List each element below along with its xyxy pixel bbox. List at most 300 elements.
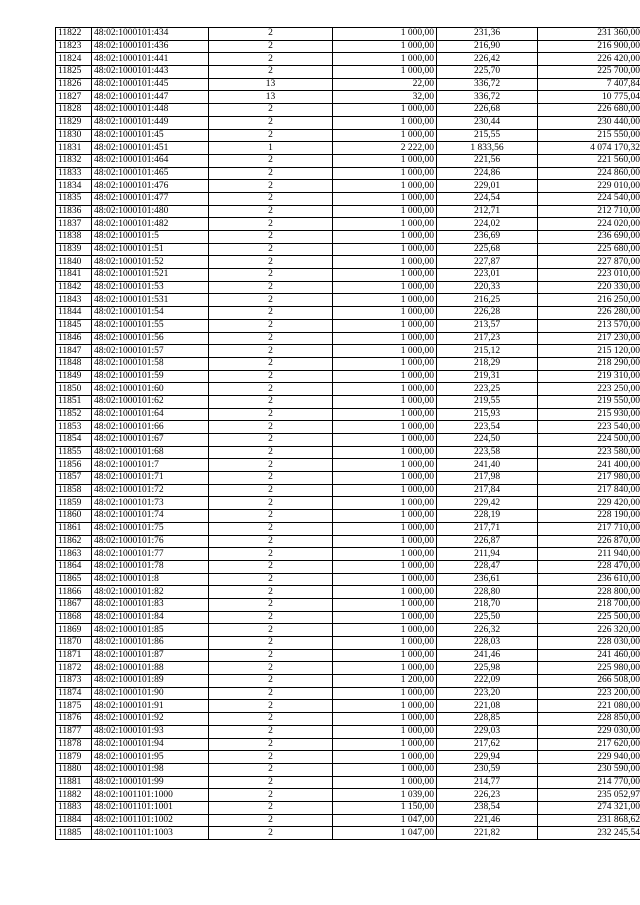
cadastral-value-cell: 223 250,00 — [538, 383, 640, 396]
group-code-cell: 2 — [209, 256, 333, 269]
cadastral-value-cell: 223 580,00 — [538, 446, 640, 459]
cadastral-value-cell: 230 440,00 — [538, 116, 640, 129]
cadastral-number-cell: 48:02:1000101:482 — [92, 218, 209, 231]
row-number-cell: 11842 — [56, 281, 92, 294]
area-value-cell: 1 000,00 — [333, 560, 437, 573]
cadastral-value-cell: 226 420,00 — [538, 53, 640, 66]
area-value-cell: 1 047,00 — [333, 814, 437, 827]
cadastral-number-cell: 48:02:1000101:54 — [92, 307, 209, 320]
group-code-cell: 2 — [209, 459, 333, 472]
area-value-cell: 1 000,00 — [333, 395, 437, 408]
area-value-cell: 1 000,00 — [333, 535, 437, 548]
table-row — [56, 535, 640, 548]
row-number-cell: 11867 — [56, 598, 92, 611]
group-code-cell: 2 — [209, 332, 333, 345]
area-value-cell: 1 000,00 — [333, 687, 437, 700]
cadastral-number-cell: 48:02:1000101:85 — [92, 624, 209, 637]
unit-value-cell: 223,20 — [437, 687, 538, 700]
cadastral-number-cell: 48:02:1000101:62 — [92, 395, 209, 408]
area-value-cell: 1 000,00 — [333, 459, 437, 472]
area-value-cell: 1 000,00 — [333, 307, 437, 320]
cadastral-number-cell: 48:02:1000101:88 — [92, 662, 209, 675]
area-value-cell: 1 000,00 — [333, 510, 437, 523]
row-number-cell: 11878 — [56, 738, 92, 751]
row-number-cell: 11839 — [56, 243, 92, 256]
row-number-cell: 11874 — [56, 687, 92, 700]
unit-value-cell: 228,19 — [437, 510, 538, 523]
group-code-cell: 2 — [209, 725, 333, 738]
group-code-cell: 2 — [209, 383, 333, 396]
cadastral-value-cell: 216 900,00 — [538, 40, 640, 53]
row-number-cell: 11871 — [56, 649, 92, 662]
cadastral-number-cell: 48:02:1000101:91 — [92, 700, 209, 713]
unit-value-cell: 241,40 — [437, 459, 538, 472]
group-code-cell: 2 — [209, 510, 333, 523]
row-number-cell: 11884 — [56, 814, 92, 827]
group-code-cell: 2 — [209, 421, 333, 434]
area-value-cell: 1 000,00 — [333, 421, 437, 434]
group-code-cell: 2 — [209, 624, 333, 637]
row-number-cell: 11848 — [56, 357, 92, 370]
table-row — [56, 205, 640, 218]
cadastral-number-cell: 48:02:1000101:68 — [92, 446, 209, 459]
cadastral-number-cell: 48:02:1000101:72 — [92, 484, 209, 497]
table-body — [56, 28, 640, 840]
unit-value-cell: 217,98 — [437, 472, 538, 485]
table-row — [56, 357, 640, 370]
group-code-cell: 2 — [209, 53, 333, 66]
unit-value-cell: 238,54 — [437, 801, 538, 814]
area-value-cell: 1 000,00 — [333, 53, 437, 66]
area-value-cell: 1 000,00 — [333, 408, 437, 421]
table-row — [56, 142, 640, 155]
cadastral-number-cell: 48:02:1000101:434 — [92, 28, 209, 41]
area-value-cell: 1 000,00 — [333, 40, 437, 53]
cadastral-value-cell: 241 460,00 — [538, 649, 640, 662]
cadastral-number-cell: 48:02:1000101:86 — [92, 637, 209, 650]
unit-value-cell: 221,08 — [437, 700, 538, 713]
cadastral-value-cell: 217 840,00 — [538, 484, 640, 497]
unit-value-cell: 223,25 — [437, 383, 538, 396]
area-value-cell: 1 000,00 — [333, 345, 437, 358]
unit-value-cell: 221,82 — [437, 827, 538, 840]
row-number-cell: 11834 — [56, 180, 92, 193]
group-code-cell: 2 — [209, 192, 333, 205]
area-value-cell: 1 000,00 — [333, 192, 437, 205]
cadastral-number-cell: 48:02:1000101:59 — [92, 370, 209, 383]
cadastral-number-cell: 48:02:1000101:51 — [92, 243, 209, 256]
row-number-cell: 11856 — [56, 459, 92, 472]
cadastral-number-cell: 48:02:1000101:92 — [92, 713, 209, 726]
unit-value-cell: 225,98 — [437, 662, 538, 675]
cadastral-number-cell: 48:02:1000101:56 — [92, 332, 209, 345]
cadastral-value-cell: 221 080,00 — [538, 700, 640, 713]
row-number-cell: 11873 — [56, 675, 92, 688]
table-row — [56, 53, 640, 66]
group-code-cell: 2 — [209, 548, 333, 561]
unit-value-cell: 226,23 — [437, 789, 538, 802]
row-number-cell: 11870 — [56, 637, 92, 650]
area-value-cell: 1 000,00 — [333, 446, 437, 459]
row-number-cell: 11851 — [56, 395, 92, 408]
cadastral-value-cell: 228 800,00 — [538, 586, 640, 599]
cadastral-number-cell: 48:02:1000101:71 — [92, 472, 209, 485]
unit-value-cell: 225,50 — [437, 611, 538, 624]
cadastral-number-cell: 48:02:1000101:465 — [92, 167, 209, 180]
cadastral-number-cell: 48:02:1000101:441 — [92, 53, 209, 66]
group-code-cell: 2 — [209, 154, 333, 167]
unit-value-cell: 229,94 — [437, 751, 538, 764]
cadastral-number-cell: 48:02:1000101:77 — [92, 548, 209, 561]
row-number-cell: 11838 — [56, 231, 92, 244]
cadastral-number-cell: 48:02:1000101:447 — [92, 91, 209, 104]
unit-value-cell: 217,23 — [437, 332, 538, 345]
row-number-cell: 11864 — [56, 560, 92, 573]
area-value-cell: 1 000,00 — [333, 243, 437, 256]
table-row — [56, 611, 640, 624]
cadastral-value-cell: 228 850,00 — [538, 713, 640, 726]
cadastral-value-cell: 225 680,00 — [538, 243, 640, 256]
cadastral-value-cell: 224 500,00 — [538, 434, 640, 447]
table-row — [56, 307, 640, 320]
group-code-cell: 2 — [209, 408, 333, 421]
table-row — [56, 66, 640, 79]
group-code-cell: 2 — [209, 675, 333, 688]
table-row — [56, 814, 640, 827]
area-value-cell: 1 000,00 — [333, 205, 437, 218]
group-code-cell: 2 — [209, 319, 333, 332]
row-number-cell: 11824 — [56, 53, 92, 66]
area-value-cell: 1 000,00 — [333, 154, 437, 167]
area-value-cell: 1 000,00 — [333, 129, 437, 142]
row-number-cell: 11862 — [56, 535, 92, 548]
unit-value-cell: 228,03 — [437, 637, 538, 650]
cadastral-number-cell: 48:02:1000101:87 — [92, 649, 209, 662]
group-code-cell: 2 — [209, 205, 333, 218]
table-row — [56, 192, 640, 205]
cadastral-value-cell: 226 870,00 — [538, 535, 640, 548]
area-value-cell: 1 200,00 — [333, 675, 437, 688]
row-number-cell: 11846 — [56, 332, 92, 345]
table-row — [56, 91, 640, 104]
group-code-cell: 13 — [209, 91, 333, 104]
group-code-cell: 2 — [209, 560, 333, 573]
group-code-cell: 2 — [209, 535, 333, 548]
group-code-cell: 2 — [209, 167, 333, 180]
group-code-cell: 2 — [209, 776, 333, 789]
cadastral-value-cell: 223 010,00 — [538, 269, 640, 282]
cadastral-value-cell: 215 930,00 — [538, 408, 640, 421]
unit-value-cell: 224,02 — [437, 218, 538, 231]
group-code-cell: 2 — [209, 827, 333, 840]
group-code-cell: 2 — [209, 218, 333, 231]
unit-value-cell: 231,36 — [437, 28, 538, 41]
row-number-cell: 11853 — [56, 421, 92, 434]
cadastral-value-cell: 226 320,00 — [538, 624, 640, 637]
cadastral-number-cell: 48:02:1000101:74 — [92, 510, 209, 523]
row-number-cell: 11829 — [56, 116, 92, 129]
area-value-cell: 1 000,00 — [333, 472, 437, 485]
row-number-cell: 11882 — [56, 789, 92, 802]
row-number-cell: 11876 — [56, 713, 92, 726]
group-code-cell: 2 — [209, 307, 333, 320]
unit-value-cell: 223,54 — [437, 421, 538, 434]
area-value-cell: 1 000,00 — [333, 357, 437, 370]
cadastral-value-cell: 217 980,00 — [538, 472, 640, 485]
group-code-cell: 2 — [209, 180, 333, 193]
table-row — [56, 269, 640, 282]
area-value-cell: 1 039,00 — [333, 789, 437, 802]
cadastral-value-cell: 228 470,00 — [538, 560, 640, 573]
row-number-cell: 11860 — [56, 510, 92, 523]
unit-value-cell: 225,70 — [437, 66, 538, 79]
table-row — [56, 687, 640, 700]
group-code-cell: 2 — [209, 434, 333, 447]
area-value-cell: 2 222,00 — [333, 142, 437, 155]
cadastral-value-cell: 235 052,97 — [538, 789, 640, 802]
cadastral-number-cell: 48:02:1000101:52 — [92, 256, 209, 269]
cadastral-number-cell: 48:02:1000101:60 — [92, 383, 209, 396]
cadastral-number-cell: 48:02:1000101:464 — [92, 154, 209, 167]
row-number-cell: 11861 — [56, 522, 92, 535]
cadastral-value-cell: 211 940,00 — [538, 548, 640, 561]
cadastral-number-cell: 48:02:1000101:53 — [92, 281, 209, 294]
cadastral-value-cell: 215 550,00 — [538, 129, 640, 142]
table-row — [56, 319, 640, 332]
cadastral-value-cell: 228 030,00 — [538, 637, 640, 650]
row-number-cell: 11872 — [56, 662, 92, 675]
row-number-cell: 11826 — [56, 78, 92, 91]
area-value-cell: 1 000,00 — [333, 548, 437, 561]
unit-value-cell: 216,90 — [437, 40, 538, 53]
table-row — [56, 738, 640, 751]
table-row — [56, 154, 640, 167]
cadastral-number-cell: 48:02:1001101:1002 — [92, 814, 209, 827]
table-row — [56, 370, 640, 383]
unit-value-cell: 223,58 — [437, 446, 538, 459]
unit-value-cell: 224,54 — [437, 192, 538, 205]
area-value-cell: 1 000,00 — [333, 269, 437, 282]
cadastral-number-cell: 48:02:1001101:1003 — [92, 827, 209, 840]
table-row — [56, 180, 640, 193]
table-row — [56, 40, 640, 53]
cadastral-value-cell: 214 770,00 — [538, 776, 640, 789]
table-row — [56, 472, 640, 485]
cadastral-number-cell: 48:02:1001101:1001 — [92, 801, 209, 814]
cadastral-number-cell: 48:02:1000101:90 — [92, 687, 209, 700]
table-row — [56, 586, 640, 599]
group-code-cell: 2 — [209, 231, 333, 244]
unit-value-cell: 226,68 — [437, 104, 538, 117]
cadastral-number-cell: 48:02:1000101:76 — [92, 535, 209, 548]
cadastral-value-cell: 226 280,00 — [538, 307, 640, 320]
table-row — [56, 129, 640, 142]
unit-value-cell: 224,86 — [437, 167, 538, 180]
table-row — [56, 560, 640, 573]
cadastral-value-cell: 223 540,00 — [538, 421, 640, 434]
area-value-cell: 1 150,00 — [333, 801, 437, 814]
row-number-cell: 11875 — [56, 700, 92, 713]
unit-value-cell: 212,71 — [437, 205, 538, 218]
area-value-cell: 32,00 — [333, 91, 437, 104]
cadastral-value-cell: 228 190,00 — [538, 510, 640, 523]
cadastral-value-cell: 220 330,00 — [538, 281, 640, 294]
row-number-cell: 11825 — [56, 66, 92, 79]
area-value-cell: 1 000,00 — [333, 662, 437, 675]
row-number-cell: 11827 — [56, 91, 92, 104]
table-row — [56, 421, 640, 434]
unit-value-cell: 230,44 — [437, 116, 538, 129]
unit-value-cell: 229,42 — [437, 497, 538, 510]
table-row — [56, 827, 640, 840]
cadastral-number-cell: 48:02:1001101:1000 — [92, 789, 209, 802]
row-number-cell: 11880 — [56, 763, 92, 776]
cadastral-value-cell: 7 407,84 — [538, 78, 640, 91]
cadastral-value-cell: 224 860,00 — [538, 167, 640, 180]
group-code-cell: 2 — [209, 713, 333, 726]
row-number-cell: 11854 — [56, 434, 92, 447]
cadastral-number-cell: 48:02:1000101:448 — [92, 104, 209, 117]
cadastral-value-cell: 266 508,00 — [538, 675, 640, 688]
table-row — [56, 78, 640, 91]
table-row — [56, 662, 640, 675]
table-row — [56, 484, 640, 497]
table-row — [56, 231, 640, 244]
unit-value-cell: 226,28 — [437, 307, 538, 320]
cadastral-number-cell: 48:02:1000101:521 — [92, 269, 209, 282]
cadastral-number-cell: 48:02:1000101:55 — [92, 319, 209, 332]
table-row — [56, 649, 640, 662]
unit-value-cell: 222,09 — [437, 675, 538, 688]
area-value-cell: 1 000,00 — [333, 434, 437, 447]
group-code-cell: 1 — [209, 142, 333, 155]
unit-value-cell: 218,29 — [437, 357, 538, 370]
group-code-cell: 2 — [209, 789, 333, 802]
group-code-cell: 2 — [209, 497, 333, 510]
row-number-cell: 11837 — [56, 218, 92, 231]
row-number-cell: 11857 — [56, 472, 92, 485]
cadastral-number-cell: 48:02:1000101:99 — [92, 776, 209, 789]
cadastral-value-cell: 213 570,00 — [538, 319, 640, 332]
cadastral-value-cell: 217 710,00 — [538, 522, 640, 535]
row-number-cell: 11868 — [56, 611, 92, 624]
table-row — [56, 281, 640, 294]
cadastral-value-cell: 212 710,00 — [538, 205, 640, 218]
table-row — [56, 548, 640, 561]
area-value-cell: 1 000,00 — [333, 586, 437, 599]
group-code-cell: 2 — [209, 104, 333, 117]
group-code-cell: 2 — [209, 738, 333, 751]
group-code-cell: 2 — [209, 116, 333, 129]
cadastral-value-cell: 215 120,00 — [538, 345, 640, 358]
table-row — [56, 332, 640, 345]
row-number-cell: 11845 — [56, 319, 92, 332]
cadastral-number-cell: 48:02:1000101:477 — [92, 192, 209, 205]
cadastral-value-cell: 10 775,04 — [538, 91, 640, 104]
group-code-cell: 2 — [209, 586, 333, 599]
cadastral-number-cell: 48:02:1000101:94 — [92, 738, 209, 751]
table-row — [56, 116, 640, 129]
table-row — [56, 789, 640, 802]
group-code-cell: 2 — [209, 637, 333, 650]
cadastral-value-cell: 219 550,00 — [538, 395, 640, 408]
group-code-cell: 2 — [209, 345, 333, 358]
row-number-cell: 11841 — [56, 269, 92, 282]
group-code-cell: 2 — [209, 472, 333, 485]
unit-value-cell: 229,03 — [437, 725, 538, 738]
table-row — [56, 637, 640, 650]
row-number-cell: 11832 — [56, 154, 92, 167]
group-code-cell: 2 — [209, 814, 333, 827]
cadastral-number-cell: 48:02:1000101:66 — [92, 421, 209, 434]
table-row — [56, 167, 640, 180]
area-value-cell: 1 000,00 — [333, 649, 437, 662]
area-value-cell: 1 000,00 — [333, 167, 437, 180]
area-value-cell: 1 000,00 — [333, 66, 437, 79]
cadastral-value-cell: 236 610,00 — [538, 573, 640, 586]
group-code-cell: 2 — [209, 294, 333, 307]
cadastral-number-cell: 48:02:1000101:57 — [92, 345, 209, 358]
cadastral-value-cell: 229 420,00 — [538, 497, 640, 510]
row-number-cell: 11858 — [56, 484, 92, 497]
group-code-cell: 2 — [209, 357, 333, 370]
table-row — [56, 497, 640, 510]
group-code-cell: 2 — [209, 611, 333, 624]
group-code-cell: 2 — [209, 598, 333, 611]
cadastral-value-cell: 231 360,00 — [538, 28, 640, 41]
cadastral-value-cell: 4 074 170,32 — [538, 142, 640, 155]
area-value-cell: 1 000,00 — [333, 231, 437, 244]
row-number-cell: 11835 — [56, 192, 92, 205]
row-number-cell: 11844 — [56, 307, 92, 320]
unit-value-cell: 217,62 — [437, 738, 538, 751]
row-number-cell: 11831 — [56, 142, 92, 155]
group-code-cell: 13 — [209, 78, 333, 91]
cadastral-value-cell: 217 620,00 — [538, 738, 640, 751]
table-row — [56, 446, 640, 459]
area-value-cell: 1 000,00 — [333, 522, 437, 535]
unit-value-cell: 228,47 — [437, 560, 538, 573]
group-code-cell: 2 — [209, 395, 333, 408]
area-value-cell: 1 000,00 — [333, 383, 437, 396]
unit-value-cell: 215,93 — [437, 408, 538, 421]
group-code-cell: 2 — [209, 751, 333, 764]
row-number-cell: 11877 — [56, 725, 92, 738]
row-number-cell: 11830 — [56, 129, 92, 142]
cadastral-number-cell: 48:02:1000101:83 — [92, 598, 209, 611]
row-number-cell: 11849 — [56, 370, 92, 383]
area-value-cell: 1 000,00 — [333, 700, 437, 713]
cadastral-number-cell: 48:02:1000101:8 — [92, 573, 209, 586]
table-row — [56, 675, 640, 688]
unit-value-cell: 336,72 — [437, 78, 538, 91]
row-number-cell: 11823 — [56, 40, 92, 53]
cadastral-value-cell: 229 010,00 — [538, 180, 640, 193]
table-row — [56, 345, 640, 358]
area-value-cell: 1 000,00 — [333, 28, 437, 41]
cadastral-number-cell: 48:02:1000101:75 — [92, 522, 209, 535]
row-number-cell: 11840 — [56, 256, 92, 269]
cadastral-value-cell: 274 321,00 — [538, 801, 640, 814]
group-code-cell: 2 — [209, 700, 333, 713]
group-code-cell: 2 — [209, 522, 333, 535]
row-number-cell: 11855 — [56, 446, 92, 459]
cadastral-value-cell: 224 020,00 — [538, 218, 640, 231]
cadastral-number-cell: 48:02:1000101:5 — [92, 231, 209, 244]
unit-value-cell: 216,25 — [437, 294, 538, 307]
group-code-cell: 2 — [209, 662, 333, 675]
table-row — [56, 598, 640, 611]
